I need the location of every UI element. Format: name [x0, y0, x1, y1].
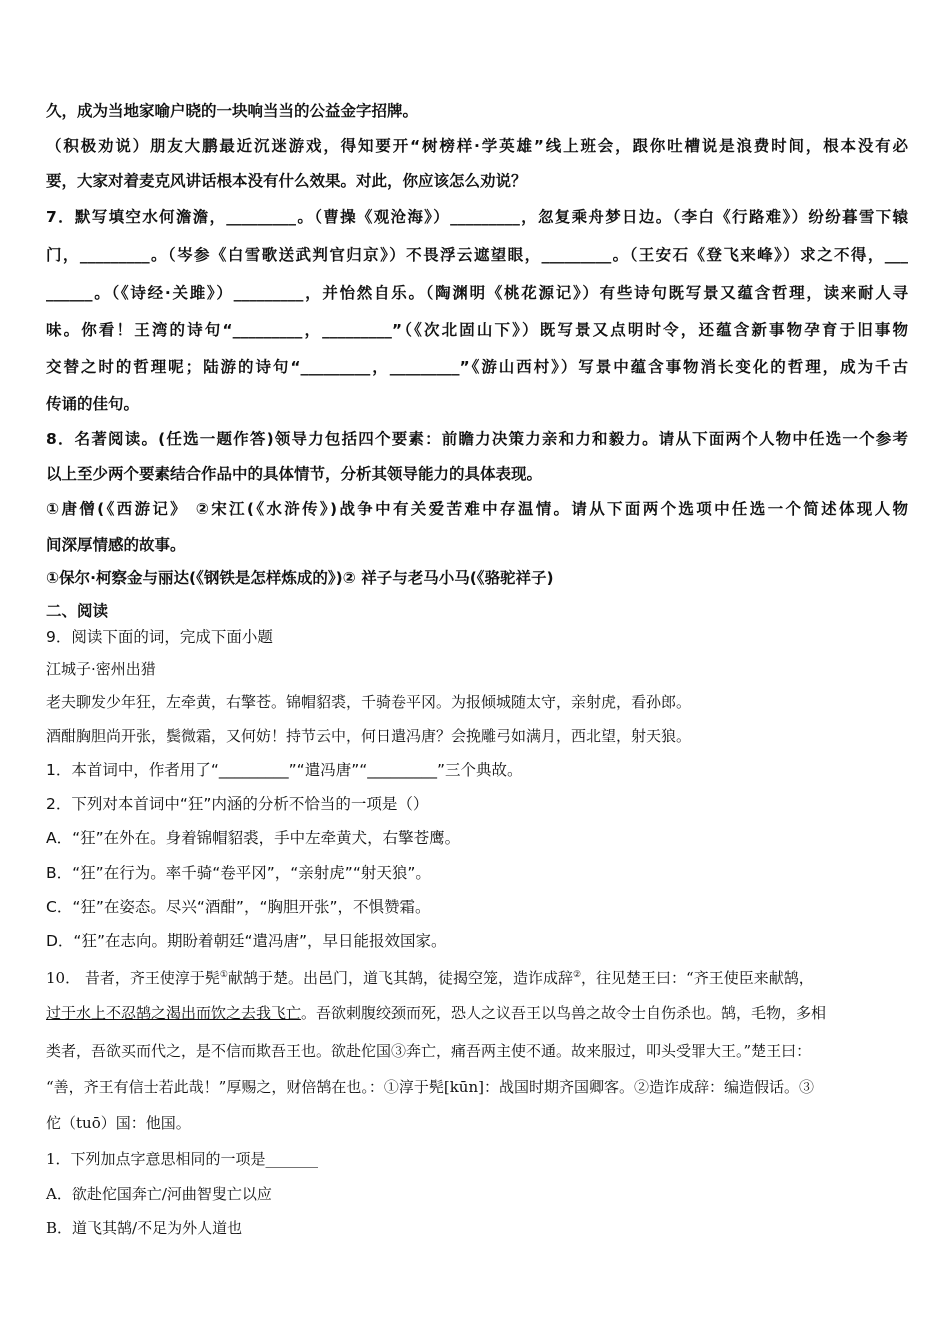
question-7-line: 7．默写填空水何澹澹，_________。（曹操《观沧海》）_________，忽复乘舟梦日边。（李白《行路难》）纷纷暮雪下辕: [46, 208, 908, 226]
poem-line: 酒酣胸胆尚开张，鬓微霜，又何妨！持节云中，何日遣冯唐？会挽雕弓如满月，西北望，射天狼。: [46, 727, 692, 745]
text-segment: 。吾欲刺腹绞颈而死，恐人之议吾王以鸟兽之故令士自伤杀也。鹄，毛物，多相: [301, 1004, 827, 1022]
sub-question-1: 1．本首词中，作者用了“_________”“遣冯唐”“_________”三个典故。: [46, 761, 523, 779]
question-10-line: [46, 965, 908, 988]
text-line: 传诵的佳句。: [46, 395, 140, 413]
text-line: 要，大家对着麦克风讲话根本没有什么效果。对此，你应该怎么劝说？: [46, 172, 527, 190]
option-b: B．“狂”在行为。率千骑“卷平冈”，“亲射虎”“射天狼”。: [46, 864, 431, 882]
text-line: 类者，吾欲买而代之，是不信而欺吾王也。欲赴佗国③奔亡，痛吾两主使不通。故来服过，叩头受罪大王。”楚王曰：: [46, 1042, 812, 1060]
footnote-line: “善，齐王有信士若此哉！”厚赐之，财倍鹄在也。：①淳于髡[kūn]：战国时期齐国卿客。②造诈成辞：编造假话。③: [46, 1078, 814, 1096]
text-line: 味。你看！王湾的诗句“_________，_________”（《次北固山下》）既写景又点明时令，还蕴含新事物孕育于旧事物: [46, 321, 908, 339]
question-6-persuasion-line: （积极劝说）朋友大鹏最近沉迷游戏，得知要开“树榜样·学英雄”线上班会，跟你吐槽说是浪费时间，根本没有必: [46, 137, 908, 155]
text-segment: 10． 昔者，齐王使淳于髡: [46, 969, 220, 987]
text-line: 间深厚情感的故事。: [46, 536, 186, 554]
text-line: ①保尔·柯察金与丽达(《钢铁是怎样炼成的》)② 祥子与老马小马(《骆驼祥子): [46, 569, 554, 587]
question-9-line: 9．阅读下面的词，完成下面小题: [46, 628, 273, 646]
text-line: [46, 1003, 908, 1023]
text-line: 交替之时的哲理呢；陆游的诗句“_________，_________”《游山西村》）写景中蕴含事物消长变化的哲理，成为千古: [46, 358, 908, 376]
section-heading-reading: 二、阅读: [46, 602, 109, 620]
option-a: A．欲赴佗国奔亡/河曲智叟亡以应: [46, 1185, 272, 1203]
sub-question-1: 1．下列加点字意思相同的一项是_______: [46, 1150, 319, 1168]
text-line: ______。（《诗经·关雎》）_________，并怡然自乐。（陶渊明《桃花源记》）有些诗句既写景又蕴含哲理，读来耐人寻: [46, 284, 908, 302]
footnote-marker: ①: [219, 970, 228, 980]
option-d: D．“狂”在志向。期盼着朝廷“遣冯唐”，早日能报效国家。: [46, 932, 447, 950]
footnote-line: 佗（tuō）国：他国。: [46, 1114, 191, 1132]
text-segment: 献鹄于楚。出邑门，道飞其鹄，徒揭空笼，造诈成辞: [227, 969, 573, 987]
text-line: 久，成为当地家喻户晓的一块响当当的公益金字招牌。: [46, 102, 419, 120]
option-b: B．道飞其鹄/不足为外人道也: [46, 1219, 243, 1237]
underlined-sentence: 过于水上不忍鹄之渴出而饮之去我飞亡: [46, 1004, 302, 1022]
text-line: ①唐僧(《西游记》 ②宋江(《水浒传》)战争中有关爱苦难中存温情。请从下面两个选项中任选一个简述体现人物: [46, 500, 908, 518]
text-segment: ，往见楚王曰：“齐王使臣来献鹄，: [581, 969, 814, 987]
text-line: 门，_________。（岑参《白雪歌送武判官归京》）不畏浮云遮望眼，_________。（王安石《登飞来峰》）求之不得，___: [46, 246, 908, 264]
poem-line: 老夫聊发少年狂，左牵黄，右擎苍。锦帽貂裘，千骑卷平冈。为报倾城随太守，亲射虎，看孙郎。: [46, 693, 692, 711]
poem-title: 江城子·密州出猎: [46, 660, 156, 678]
question-8-line: 8．名著阅读。(任选一题作答)领导力包括四个要素：前瞻力决策力亲和力和毅力。请从下面两个人物中任选一个参考: [46, 430, 908, 448]
option-a: A．“狂”在外在。身着锦帽貂裘，手中左牵黄犬，右擎苍鹰。: [46, 829, 461, 847]
text-line: 以上至少两个要素结合作品中的具体情节，分析其领导能力的具体表现。: [46, 465, 543, 483]
option-c: C．“狂”在姿态。尽兴“酒酣”，“胸胆开张”，不惧赞霜。: [46, 898, 431, 916]
footnote-marker: ②: [572, 970, 582, 980]
sub-question-2: 2．下列对本首词中“狂”内涵的分析不恰当的一项是（）: [46, 795, 429, 813]
